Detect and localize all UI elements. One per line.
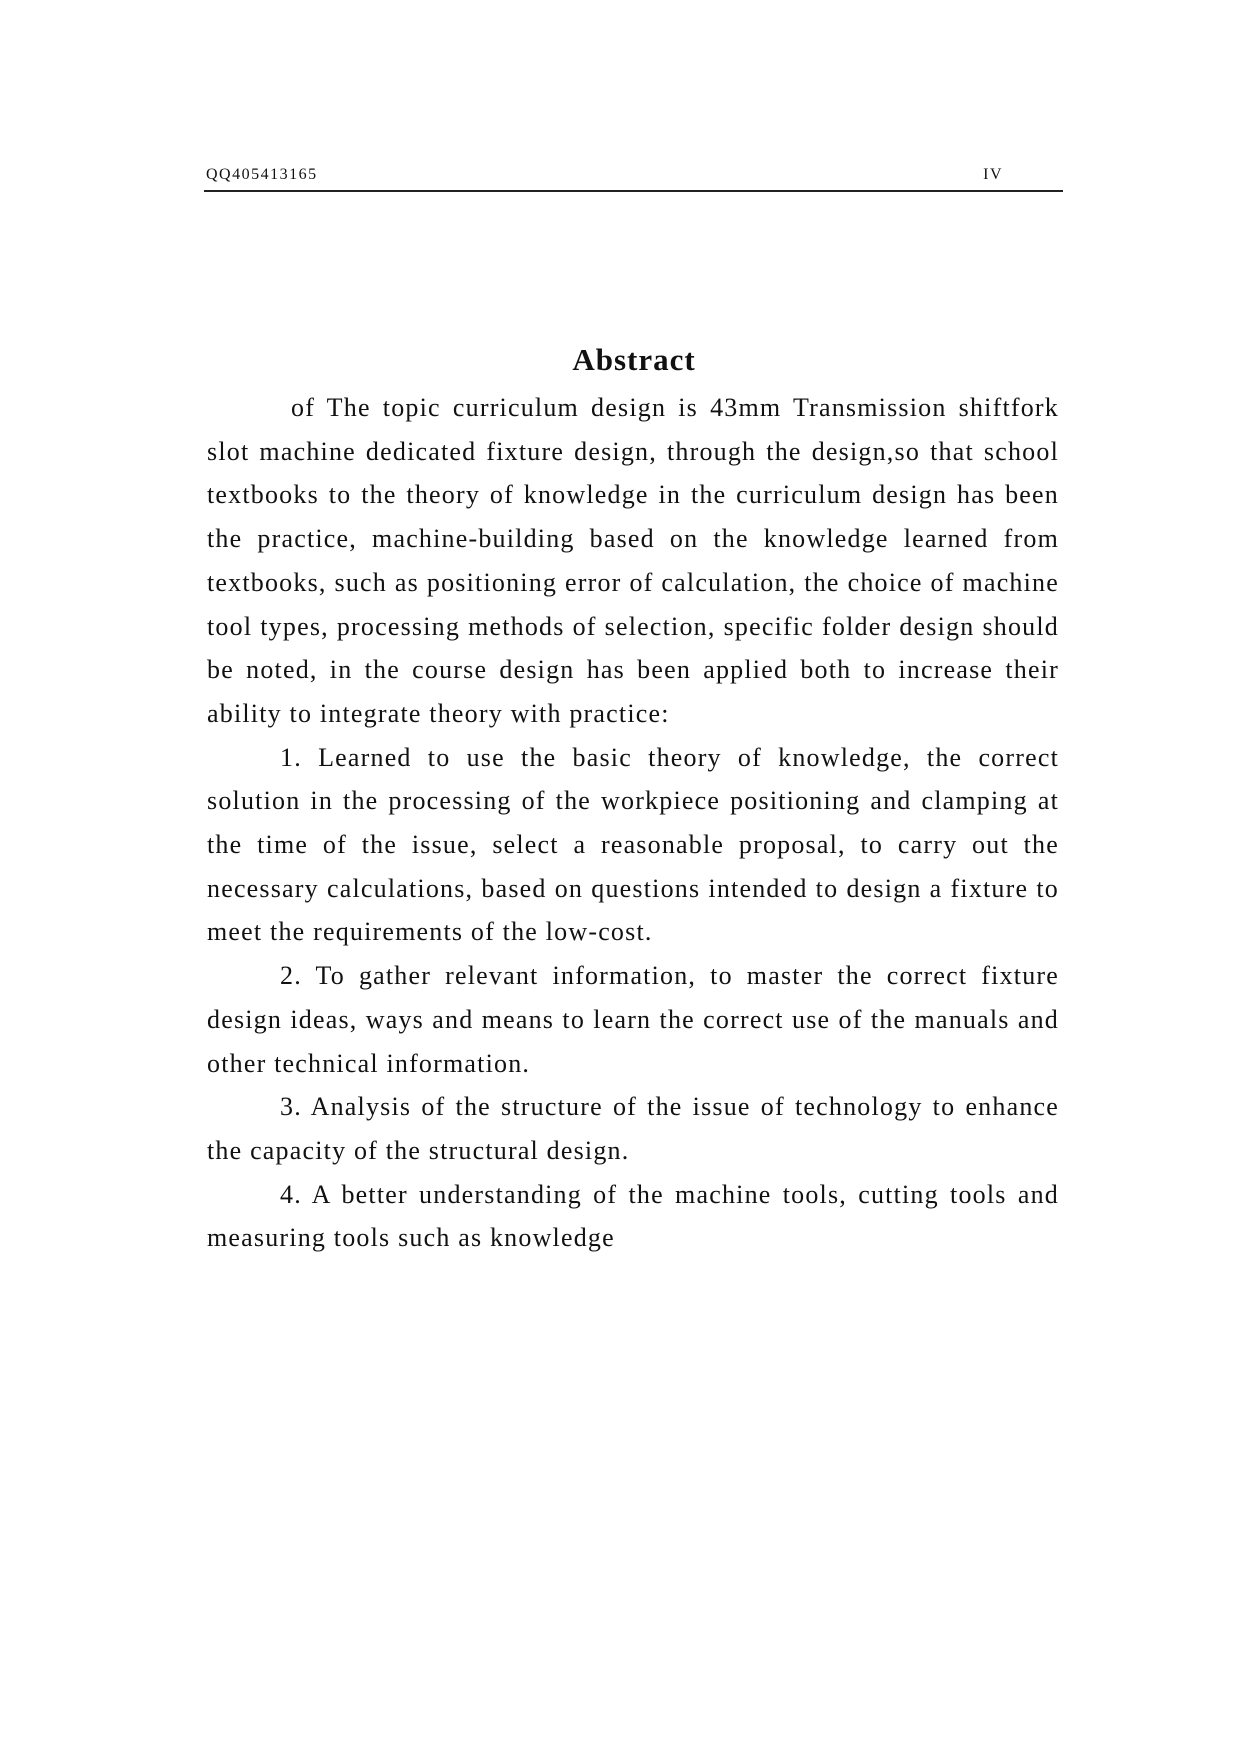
abstract-paragraph-intro: of The topic curriculum design is 43mm Transmission shiftfork slot machine dedicated fixture design, through the design,so that school textbooks to the theory of knowledge in the curriculum design has been the practice, machine-building based on the knowledge learned from textbooks, such as positioning error of calculation, the choice of machine tool types, processing methods of selection, specific folder design should be noted, in the course design has been applied both to increase their ability to integrate theory with practice: [207,393,1059,728]
abstract-paragraph-4: 4. A better understanding of the machine tools, cutting tools and measuring tools such as knowledge [207,1179,1059,1253]
abstract-body [207,386,1059,1260]
abstract-title: Abstract [572,342,696,377]
abstract-paragraph-3: 3. Analysis of the structure of the issue of technology to enhance the capacity of the structural design. [207,1092,1059,1165]
header-left-text: QQ405413165 [206,166,318,183]
page-header [204,164,1063,192]
abstract-paragraph-2: 2. To gather relevant information, to master the correct fixture design ideas, ways and means to learn the correct use of the manuals and other technical information. [207,961,1059,1078]
page-number: IV [983,166,1003,183]
abstract-paragraph-1: 1. Learned to use the basic theory of knowledge, the correct solution in the processing of the workpiece positioning and clamping at the time of the issue, select a reasonable proposal, to carry out the necessary calculations, based on questions intended to design a fixture to meet the requirements of the low-cost. [207,742,1059,947]
